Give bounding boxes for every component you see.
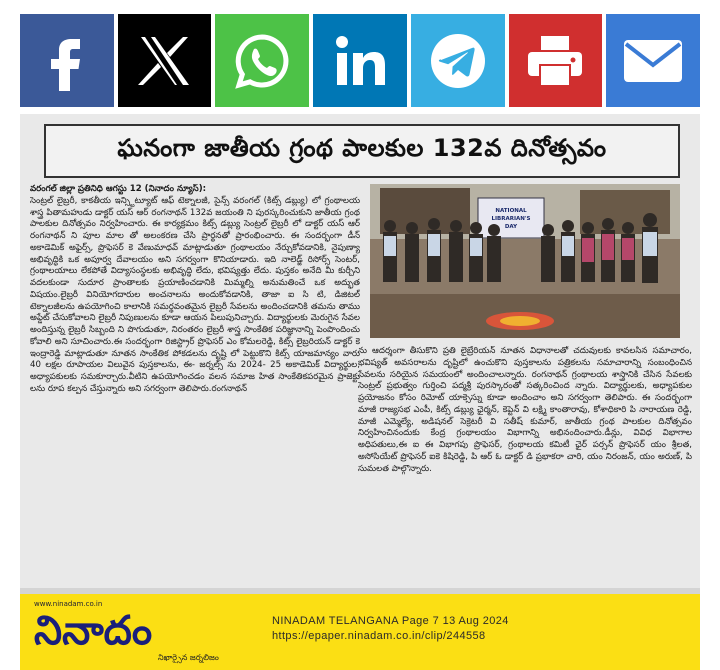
whatsapp-icon [232, 31, 292, 91]
ninadam-logo [30, 606, 246, 650]
whatsapp-share-button[interactable] [215, 14, 309, 107]
x-logo-icon [137, 33, 193, 89]
svg-text:NATIONAL: NATIONAL [495, 208, 527, 214]
facebook-f-icon [42, 31, 92, 91]
svg-text:DAY: DAY [504, 224, 518, 230]
article-dateline: వరంగల్ జిల్లా ప్రతినిధి ఆగస్టు 12 (నినాదం న్యూస్): [30, 184, 207, 194]
envelope-icon [622, 38, 684, 84]
clip-info [272, 614, 509, 644]
x-share-button[interactable] [118, 14, 212, 107]
printer-icon [525, 33, 585, 89]
newspaper-clip [20, 114, 700, 670]
article-body-left: సెంట్రల్ లైబ్రరీ, కాకతీయ ఇన్స్టిట్యూట్ ఆఫ్ టెక్నాలజీ, సైన్స్ వరంగల్ (కిట్స్ డబ్ల్యు) లో గ్రంథాలయ శాస్త్ర పితామహుడు డాక్టర్ యస్ ఆర్ రంగనాథన్ 132వ జయంతి ని పురస్కరించుకుని జాతీయ గ్రంథ పాలకుల దినోత్సవం నిర్వహించారు. ఈ కార్యక్రమం కిట్స్ డబ్ల్యు సెంట్రల్ లైబ్రరీ లో డాక్టర్ యస్ ఆర్ రంగనాథన్ ని పూల మాల తో అలంకరణ చేసి ప్రార్థనతో ప్రారంభించారు. ఈ సందర్భంగా డీన్ అకాడెమిక్ అఫైర్స్, ప్రొఫెసర్ కె వేణుమాధవ్ మాట్లాడుతూ గ్రంథాలయం నేర్చుకోవడానికి, నైపుణ్యా అభివృద్ధికి ఒక అపూర్వ దేవాలయం అని సగర్వంగా కొనియాడారు. ఇది నాలెడ్జ్ రిసోర్స్ సెంటర్, గ్రంథాలయాలు లేకపోతే విద్యాసంస్థలకు అభివృద్ధి లేదు, భవిష్యత్తు లేదు. పుస్తకం అనేది మీ కుర్చీని వదలకుండా సుదూర ప్రాంతాలకు ప్రయాణించడానికి మిమ్మల్ని అనుమతించే ఒక అద్భుత విషయం.లైబ్రరీ వినియోగదారుల అంచనాలను అందుకోవడానికి, తాజా ఐ సి టి, డిజిటల్ టెక్నాలజీలను ఉపయోగించి కాలానికి సమర్థవంతమైన లైబ్రరీ సేవలను అందించడానికి తమను తాము అప్డేట్ చేసుకోవాలని లైబ్రరీ నిపుణులను కూడా ఆయన పిలుపునిచ్చారు. విద్యార్థులకు మెరుగైన సేవల అందిస్తున్న లైబ్రరీ సిబ్బంది ని పొగుడుతూ, నిరంతరం లైబ్రరీ శాస్త్ర సాంకేతిక పరిజ్ఞానాన్ని పెంపొందించు కోవాలి అని సూచించారు.ఈ సందర్భంగా రిజిస్ట్రార్ ప్రొఫెసర్ ఎం కోమలరెడ్డి, కిట్స్ లైబ్రరియన్ డాక్టర్ కె ఇంద్రారెడ్డి మాట్లాడుతూ నూతన సాంకేతిక పోకడలను దృష్టి లో పెట్టుకొని కిట్స్ యాజమాన్యం వారు 40 లక్షల రూపాయల విలువైన పుస్తకాలను, ఈ- జర్నల్స్ ను 2024- 25 అకాడెమిక్ విద్యార్థుల, అధ్యాపకులకు సమకూర్చారు.వీటిని ఉపయోగించడం వలన సమాజ హిత సాంకేతికపరమైన ప్రాజెక్టు లను రూప కల్పన చేస్తున్నారు అని సగర్వంగా తెలిపారు.రంగనాథన్ [30, 195, 360, 394]
linkedin-share-button[interactable] [313, 14, 407, 107]
clip-info-url[interactable]: https://epaper.ninadam.co.in/clip/244558 [272, 630, 486, 642]
masthead-url: www.ninadam.co.in [34, 600, 103, 608]
telegram-plane-icon [428, 31, 488, 91]
facebook-share-button[interactable] [20, 14, 114, 107]
logo-text: నినాదం [34, 608, 153, 650]
event-photo [370, 184, 680, 338]
email-share-button[interactable] [606, 14, 700, 107]
article-right-column [358, 346, 692, 576]
telegram-share-button[interactable] [411, 14, 505, 107]
svg-text:LIBRARIAN'S: LIBRARIAN'S [491, 216, 531, 222]
article-left-column [30, 184, 360, 644]
linkedin-in-icon [332, 33, 388, 89]
clip-info-line1: NINADAM TELANGANA Page 7 13 Aug 2024 [272, 615, 509, 627]
article-body-right: ను ఆదర్శంగా తీసుకొని ప్రతి లైబ్రేరియన్ నూతన విధానాలతో చదువులకు కావలసిన సమాచారం, భవిష్యత్ అవసరాలను దృష్టిలో ఉంచుకొని పుస్తకాలను పత్రికలను సమాచారాన్ని సంబంధించిన సేవలను సరియైన సమయంలో అందించాలన్నారు. రంగనాథన్ గ్రంథాలయ శాస్త్రానికి చేసిన సేవలకు సెంట్రల్ ప్రభుత్వం గుర్తించి పద్మశ్రీ పురస్కారంతో సత్కరించింద న్నారు. విద్యార్థులకు, అధ్యాపకుల ప్రయోజనం కోసం రిమోట్ యాక్సెస్ను కూడా అందించాం అని సగర్వంగా తెలిపారు. ఈ సందర్భంగా మాజీ రాజ్యసభ ఎంపీ, కిట్స్ డబ్ల్యు ఛైర్మన్, కెప్టెన్ వి లక్ష్మి కాంతారావు, కోశాధికారి పి నారాయణ రెడ్డి, మాజీ ఎమ్మెల్యే, అడిషనల్ సెక్రెటరీ వి సతీష్ కుమార్, జాతీయ గ్రంథ పాలకుల దినోత్సవం నిర్వహించినందుకు కేంద్ర గ్రంథాలయం విభాగాన్ని అభినందించారు.డీన్లు, వివిధ విభాగాల అధిపతులు,ఈ ఐ ఈ విభాగపు ప్రొఫెసర్, గ్రంథాలయ కమిటీ ఛైర్ పర్సన్ ప్రొఫెసర్ యం శ్రీలత, అసోసియేట్ ప్రొఫెసర్ ఐకె కిషిరెడ్డి, పి ఆర్ ఓ డాక్టర్ డి ప్రభాకరా చారి, యం నిరంజన్, యం అరుణ్, పి సుమలత పాల్గొన్నారు. [358, 346, 692, 474]
share-bar [20, 14, 700, 107]
article-headline: ఘనంగా జాతీయ గ్రంథ పాలకుల 132వ దినోత్సవం [44, 124, 680, 178]
masthead-tagline: నిఖార్సైన జర్నలిజం [158, 653, 219, 662]
masthead-footer [20, 594, 700, 670]
event-photo-illustration [370, 184, 680, 338]
print-button[interactable] [509, 14, 603, 107]
